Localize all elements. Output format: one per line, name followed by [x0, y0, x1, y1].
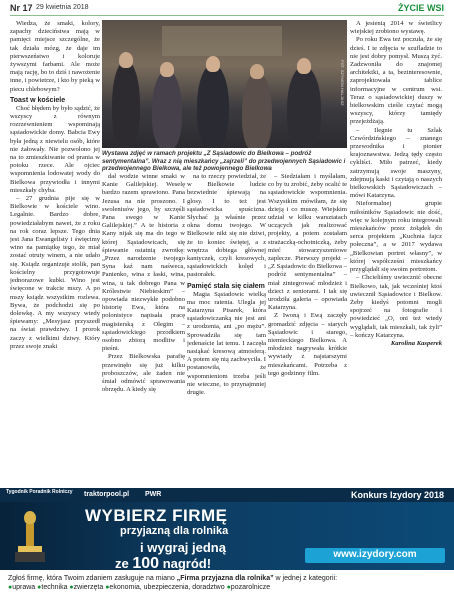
header-rule — [10, 15, 444, 16]
contest-name: Konkurs Izydory 2018 — [350, 490, 444, 500]
photo-caption: Wystawa zdjęć w ramach projektu „Z Sąsiadowic do Bielkowa – podróż sentymentalna”. Wraz z nią mieszkańcy „zajrzeli” do przedwojennych Sąsiadowic i przedwojennego Bielkowa, ale też powojennego Bielkowa — [102, 150, 346, 173]
categories-intro — [8, 574, 448, 583]
article-column-1 — [10, 20, 100, 486]
bullet-icon: ● — [226, 584, 231, 591]
subheading: Toast w kościele — [10, 96, 66, 104]
paragraph: Wiedza, że smaki, kolory, zapachy dzieciństwa mają w pamięci miejsce szczególne, że tak działa mózg, że daje im pierwszeństwo i koloruje żywszymi farbami. Ale może mają rację, bo to dziś i nawożenie inne, i powietrze, i kto by pieką w piecu chlebowym? — [10, 20, 100, 93]
prize-line-1: i wygraj jedną — [140, 540, 226, 555]
intro-tail-text: w jednej z kategorii: — [273, 575, 338, 582]
paragraph: A jesienią 2014 w świetlicy wiejskiej zrobiono wystawę. — [350, 20, 442, 36]
intro-text: Zgłoś firmę, która Twoim zdaniem zasługuje na miano — [8, 575, 177, 582]
brand-title: ŻYCIE WSI — [397, 3, 444, 13]
author-name: Karolina Kasperek — [390, 339, 442, 347]
paragraph: – 27 grudnia pije się w Bielkowie w kościele wino. Legalnie. Bardzo dobre, powiedziałabym nawet, że z roku na rok coraz lepsze. Tego dnia jest Jana Ewangelisty i święcimy wino na pamiątkę tego, że miał zostać otruty winem, a nie udało się. Ksiądz organizuje stolik, pan kościelny przygotowuje jednorazowe kubki. Wino jest święcone w trakcie mszy. A po mszy ksiądz wszystkim rozlewa. Bywa, że podchodzi się po dolewkę. A my wszyscy wtedy śpiewamy: „Mesyjasz przyszedł na świat prawdziwy. I prorok zaczy z wielkimi dziwy. Który przez swoje znaki — [10, 195, 100, 350]
category-item: uprawa — [12, 584, 36, 591]
contest-url-link[interactable]: www.izydory.com — [333, 549, 417, 560]
issue-date: 29 kwietnia 2018 — [36, 4, 89, 11]
bullet-icon: ● — [37, 584, 42, 591]
category-item: pozarolnicze — [230, 584, 271, 591]
page-header — [0, 0, 454, 16]
category-item: technika — [41, 584, 68, 591]
paragraph: Z Iwoną i Ewą zaczęły gromadzić zdjęcia – starych Sąsiadowic i starego, niemieckiego Bielkowa. A młodzież nagrywała krótkie wywiady z najstarszymi mieszkańcami. Potrzeba z tego godzinny film. — [268, 312, 347, 377]
paragraph: dał wodzie winne smaki w Kanie Galilejskiej. Weselę bardzo razem sprawiono. Pana Jezusa na nie proszono. I swoleniuów jego, by szczęśli Pana swego w Kanie Galilejskiej.” A te historia z Kany nijak się ma do tego w której Sąsiadowicach, się śpiewanie ostatnią zwrotkę: „Przez narodzenie twojego Syna kaź nam naśweca, Panienko, wina z łaski, wina, wina, u tak dobrego Pana w Królestwie Niebieskim” – opowiada niezwykłe podobno historię Ewa, która na polonistyce napisała pracę magisterską z Olegim – sąsiadowickiego przodkiem osobno zbiorą modlitw i pieśni. — [102, 173, 185, 353]
intro-bold-text: „Firma przyjazna dla rolnika” — [176, 575, 274, 582]
paragraph: Choć błędem by było sądzić, że wszyscy z równym rozrzewnieniem wspominają sąsiadowickie domy. Babcia Ewy była jedną z niewielu osób, które nie żałowały. Nie pozwolono jej na to zmieszkiwanie od prania w potoku rzece. Ale ojciec wspomnienia lodowatej wody do Bielkowa przywiodła i innymi mieszkały chyba. — [10, 104, 100, 194]
partner-logo-traktorpool: traktorpool.pl — [84, 491, 130, 498]
category-item: ekonomia, ubezpieczenia, doradztwo — [109, 584, 225, 591]
subheading: Pamięć stała się ciałem — [187, 282, 265, 290]
article-column-2 — [102, 173, 185, 486]
paragraph: Po roku Ewa też poczuła, że się dzieś. I te zdjęcia w szufladzie to nie jest dobry pomysł. Muszą żyć. Zadzwoniła do znajomej architektki, a ta, bezinteresownie, zaprojektowała tablice informacyjne w centrum wsi. Teraz o sąsiadowickiej duszy w bielkowskim cieśle czytać mogą wszyscy, którzy tamtędy przejeżdżają. — [350, 36, 442, 126]
bullet-icon: ● — [69, 584, 74, 591]
paragraph: Przez Bielkowska parafię przewinęło się już kilku proboszczów, ale żaden nie śmiał odmówić sprawowania obrzędu. A kiedy się — [102, 353, 185, 394]
bullet-icon: ● — [8, 584, 13, 591]
article-column-3 — [187, 173, 266, 486]
ad-subheadline: przyjazną dla rolnika — [120, 525, 229, 537]
paragraph: – Chcieliśmy uwiecznić obecne Bielkowo, tak, jak wcześniej ktoś uwiecznił Sąsiadowice i Bielkow. Żeby kiedyś potomni mogli spojrzeć na fotografie i powiedzieć „O, oni też wtedy wyglądali, tak mieszkali, tak żyli” – kończy Katarzyna. — [350, 274, 442, 339]
event-photo — [102, 20, 347, 148]
issue-number: Nr 17 — [10, 3, 33, 13]
ad-prize-text — [0, 528, 454, 570]
bullet-icon: ● — [105, 584, 110, 591]
paragraph: na to rzeczy powiedział, że w Bielkowie ludzie bezwiednie śpiewają na glosy. I to też jest sąsiadowicka spuścizna. Słychać ją właśnie przez okna domu twojego. W Bielkowie nikt się nie dziwi, że to koniec świętej, a z wnętrza dobiega głównej kantyczek, czyli kresowych, sąsiadowickich kolęd i pastorałek. — [187, 173, 266, 279]
partner-logo-poradnik: Tygodnik Poradnik Rolniczy — [6, 489, 73, 495]
article-column-4 — [268, 173, 347, 486]
category-list — [8, 583, 448, 592]
paragraph: Nieformalnej grupie miłośników Sąsiadowic nie dość, więc w kolejnym roku integrowali mieszkańców przez żołądek do serca projektem „Kuchnia fajcz połeczna”, a w 2017 wydawa „Bielkowian portret własny”, w której współcześni mieszkańcy przyglądali się swoim portretom. — [350, 200, 442, 274]
prize-prefix: ze — [115, 556, 129, 571]
photo-credit: FOT. SZYMON HALJASZ — [340, 60, 345, 106]
article-column-5 — [350, 20, 442, 486]
prize-count: 100 — [132, 555, 160, 572]
prize-line-2 — [115, 555, 211, 573]
ad-headline: WYBIERZ FIRMĘ — [85, 506, 228, 525]
paragraph: Magia Sąsiadowic wielką ma moc ratenia. Ulegla jej Katarzyna Pisarek, która sąsiadowiczanką nie jest ani z urodzenia, ani „po mężu”. Sprowadziła się tam jedenaście lat temu. I zaczęła nasiąkać kresową atmosferą. A potem się nią zachwyciła. I postanowiła, że wspomnieniom trzeba jeśli nie wieczne, to przynajmniej drugie. — [187, 290, 266, 397]
prize-suffix: nagród! — [162, 556, 212, 571]
partner-logo-pwr: PWR — [145, 491, 162, 498]
contest-categories — [8, 574, 448, 592]
paragraph: – Ilegnie tu Szlak Czwórdzińskiego – znanego przewodnika i pionier krajoznawstwa. Jedzą tędy często cykliści. Miło patrzeć, kiedy zatrzymują swoje maszyny, zdejmują kaski i czytają o naszych bielkowskich Sąsiadowiczach – mówi Katarzyna. — [350, 126, 442, 200]
paragraph: – Siedziałam i myślałam, co by tu zrobić, żeby ocalić te sąsiadowickie wspomnienia. Wszystkim mówiłam, że się dzieją i co muszę. Wiejskim udział w kilku warsztatach uczących jak realizować projekty, a potem zostałam strażaczką-ochotniczką, żeby mieć stowarzyszeniowe zaplecze. Pierwszy projekt – „Z Sąsiadowic do Bielkowa – podróż sentymentalna” – miał zintegrować młodzież i dzieci z seniorami. I tak się urodziła galeria – opowiada Katarzyna. — [268, 173, 347, 312]
category-item: zwierzęta — [73, 584, 104, 591]
